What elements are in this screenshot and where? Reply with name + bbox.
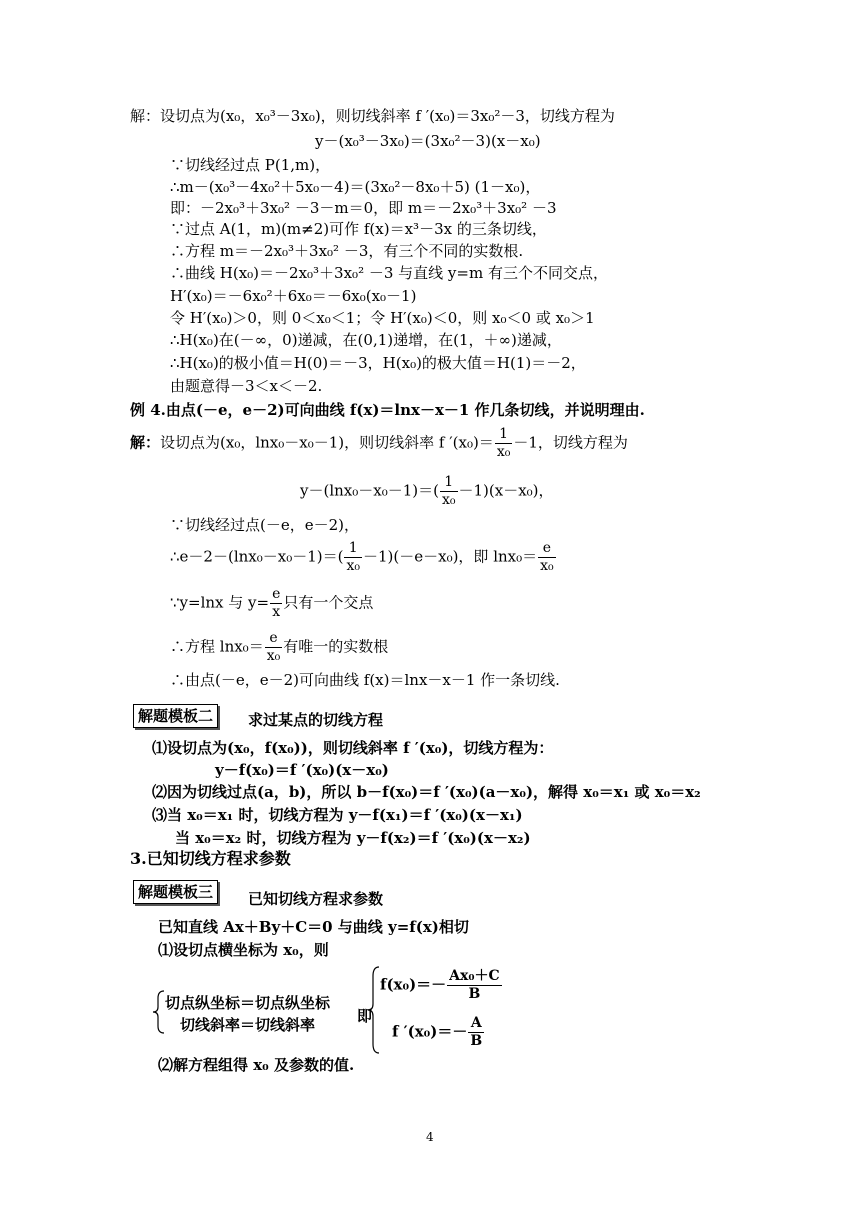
solution-line: ∴H(x₀)在(－∞，0)递减，在(0,1)递增，在(1，＋∞)递减，	[170, 331, 562, 349]
fraction-denominator: B	[470, 1033, 483, 1049]
template-2-box: 解题模板二	[133, 704, 218, 728]
solution-line: 解：设切点为(x₀，x₀³－3x₀)，则切线斜率 f ′(x₀)＝3x₀²－3，切线方程为	[130, 107, 615, 125]
left-brace-icon	[152, 990, 166, 1034]
solution-text: －1，切线方程为	[513, 433, 628, 452]
template-equation: y－f(x₀)＝f ′(x₀)(x－x₀)	[215, 761, 389, 779]
fraction-denominator: x₀	[266, 648, 281, 664]
fraction	[447, 968, 501, 1003]
template-3-title: 已知切线方程求参数	[248, 890, 384, 908]
template-2-title: 求过某点的切线方程	[248, 711, 384, 729]
tangent-equation	[300, 474, 554, 509]
equation-text: 只有一个交点	[283, 593, 374, 612]
fraction	[495, 426, 513, 461]
template-step: 当 x₀＝x₂ 时，切线方程为 y－f(x₂)＝f ′(x₀)(x－x₂)	[175, 829, 531, 847]
fraction-numerator: e	[272, 586, 281, 602]
solution-line	[170, 630, 388, 665]
equation-text: f ′(x₀)＝－	[392, 1022, 468, 1041]
system-equation	[392, 1015, 485, 1050]
fraction-numerator: 1	[344, 540, 362, 558]
solution-line: ∵切线经过点 P(1,m)，	[170, 156, 331, 174]
fraction-denominator: x₀	[346, 558, 360, 574]
template-step: 已知直线 Ax＋By＋C＝0 与曲线 y=f(x)相切	[158, 918, 469, 936]
equation-text: 有唯一的实数根	[283, 637, 389, 656]
fraction-numerator: 1	[495, 426, 513, 444]
solution-line: ∵过点 A(1，m)(m≠2)可作 f(x)＝x³－3x 的三条切线，	[170, 220, 547, 238]
solution-line: 令 H′(x₀)＞0，则 0＜x₀＜1；令 H′(x₀)＜0，则 x₀＜0 或 x₀＞1	[170, 309, 595, 327]
equation-text: ∴方程 lnx₀＝	[170, 637, 264, 656]
fraction	[344, 540, 362, 575]
solution-line: ∵切线经过点(－e，e－2)，	[170, 516, 360, 534]
fraction-denominator: B	[468, 986, 481, 1002]
fraction-denominator: x₀	[540, 558, 554, 574]
solution-line	[130, 426, 628, 461]
fraction-numerator: A	[468, 1015, 484, 1033]
solution-line: ∴由点(－e，e－2)可向曲线 f(x)＝lnx－x－1 作一条切线.	[170, 671, 560, 689]
condition-line: 切点纵坐标＝切点纵坐标	[165, 994, 331, 1012]
template-step: ⑵因为切线过点(a，b)，所以 b－f(x₀)＝f ′(x₀)(a－x₀)，解得 x₀＝x₁ 或 x₀＝x₂	[152, 783, 701, 801]
fraction	[538, 540, 556, 575]
solution-line: 由题意得－3＜x＜－2.	[170, 377, 323, 395]
fraction-numerator: 1	[440, 474, 458, 492]
fraction-numerator: e	[265, 630, 283, 648]
fraction-numerator: Ax₀＋C	[449, 968, 500, 984]
template-step: ⑵解方程组得 x₀ 及参数的值.	[158, 1056, 355, 1074]
fraction-numerator: e	[538, 540, 556, 558]
section-3-heading: 3.已知切线方程求参数	[130, 849, 291, 868]
equation-text: ∵y=lnx 与 y=	[170, 593, 270, 612]
solution-line	[170, 540, 557, 575]
equation-text: －1)(x－x₀)，	[458, 481, 554, 500]
template-3-box: 解题模板三	[133, 880, 218, 904]
fraction	[468, 1015, 484, 1050]
fraction-denominator: x₀	[441, 492, 456, 508]
system-equation	[380, 968, 503, 1003]
example-4-heading: 例 4.由点(－e，e－2)可向曲线 f(x)＝lnx－x－1 作几条切线，并说明理由.	[130, 401, 645, 419]
left-brace-icon	[367, 966, 381, 1054]
fraction-denominator: x₀	[496, 444, 511, 460]
fraction-denominator: x	[272, 604, 281, 620]
solution-line: ∴曲线 H(x₀)＝－2x₀³＋3x₀² －3 与直线 y=m 有三个不同交点，	[170, 264, 608, 282]
equation-text: ∴e－2－(lnx₀－x₀－1)＝(	[170, 547, 344, 566]
tangent-equation: y－(x₀³－3x₀)＝(3x₀²－3)(x－x₀)	[315, 132, 541, 150]
solution-line: ∴H(x₀)的极小值＝H(0)＝－3，H(x₀)的极大值＝H(1)＝－2，	[170, 354, 586, 372]
solution-line: ∴方程 m＝－2x₀³＋3x₀² －3，有三个不同的实数根.	[170, 242, 524, 260]
fraction	[440, 474, 458, 509]
solution-line: H′(x₀)＝－6x₀²＋6x₀＝－6x₀(x₀－1)	[170, 287, 417, 305]
template-step: ⑴设切点为(x₀，f(x₀))，则切线斜率 f ′(x₀)，切线方程为：	[152, 739, 554, 757]
template-step: ⑶当 x₀＝x₁ 时，切线方程为 y－f(x₁)＝f ′(x₀)(x－x₁)	[152, 806, 523, 824]
solution-text: 设切点为(x₀，lnx₀－x₀－1)，则切线斜率 f ′(x₀)＝	[160, 433, 494, 452]
condition-line: 切线斜率＝切线斜率	[180, 1016, 316, 1034]
page-number: 4	[426, 1130, 434, 1144]
equivalent-label: 即	[357, 1007, 373, 1025]
equation-text: －1)(－e－x₀)，即 lnx₀＝	[362, 547, 538, 566]
fraction	[270, 586, 282, 621]
solution-line	[170, 586, 373, 621]
solution-line: 即：－2x₀³＋3x₀² －3－m＝0，即 m＝－2x₀³＋3x₀² －3	[170, 199, 557, 217]
fraction	[265, 630, 283, 665]
equation-text: y－(lnx₀－x₀－1)＝(	[300, 481, 439, 500]
template-step: ⑴设切点横坐标为 x₀，则	[158, 941, 329, 959]
equation-text: f(x₀)＝－	[380, 975, 447, 994]
solution-label: 解：	[130, 433, 161, 452]
solution-line: ∴m－(x₀³－4x₀²＋5x₀－4)＝(3x₀²－8x₀＋5) (1－x₀)，	[170, 178, 541, 196]
